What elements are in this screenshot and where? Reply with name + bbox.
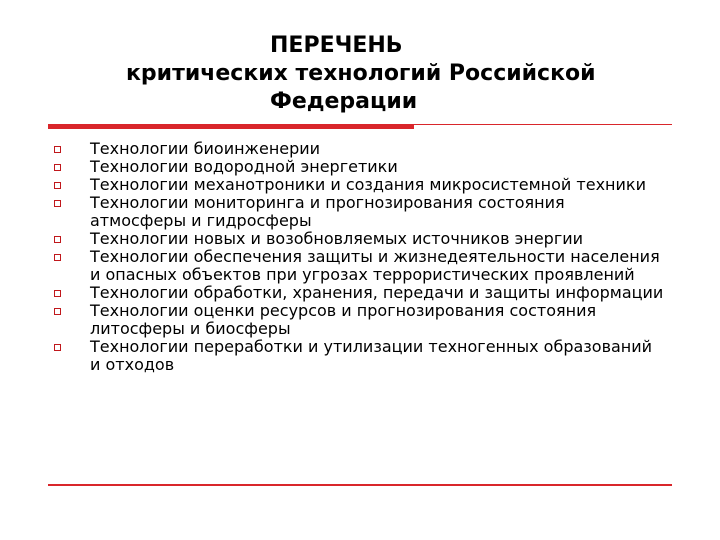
square-bullet-icon bbox=[54, 146, 61, 153]
title-line-1: ПЕРЕЧЕНЬ bbox=[270, 33, 403, 58]
square-bullet-icon bbox=[54, 308, 61, 315]
list-item-text: Технологии водородной энергетики bbox=[90, 157, 398, 176]
square-bullet-icon bbox=[54, 236, 61, 243]
list-item-text: Технологии обеспечения защиты и жизнедеятельности населения и опасных объектов при угрозах террористических проявлений bbox=[90, 247, 660, 284]
list-item-text: Технологии биоинженерии bbox=[90, 139, 321, 158]
list-item-text: Технологии новых и возобновляемых источников энергии bbox=[90, 229, 584, 248]
list-item bbox=[0, 302, 720, 338]
technology-list bbox=[0, 140, 720, 374]
square-bullet-icon bbox=[54, 254, 61, 261]
square-bullet-icon bbox=[54, 290, 61, 297]
list-item bbox=[0, 284, 720, 302]
list-item-text: Технологии обработки, хранения, передачи и защиты информации bbox=[90, 283, 664, 302]
square-bullet-icon bbox=[54, 164, 61, 171]
list-item bbox=[0, 176, 720, 194]
list-item-text: Технологии механотроники и создания микросистемной техники bbox=[90, 175, 646, 194]
list-item bbox=[0, 140, 720, 158]
square-bullet-icon bbox=[54, 344, 61, 351]
title-line-3: Федерации bbox=[270, 89, 418, 114]
bottom-divider-line bbox=[48, 484, 672, 486]
list-item bbox=[0, 158, 720, 176]
square-bullet-icon bbox=[54, 182, 61, 189]
list-item bbox=[0, 230, 720, 248]
title-line-2: критических технологий Российской bbox=[126, 61, 596, 86]
list-item-text: Технологии переработки и утилизации техногенных образований и отходов bbox=[90, 337, 653, 374]
list-item bbox=[0, 248, 720, 284]
list-item-text: Технологии оценки ресурсов и прогнозирования состояния литосферы и биосферы bbox=[90, 301, 597, 338]
list-item bbox=[0, 338, 720, 374]
square-bullet-icon bbox=[54, 200, 61, 207]
list-item bbox=[0, 194, 720, 230]
list-item-text: Технологии мониторинга и прогнозирования состояния атмосферы и гидросферы bbox=[90, 193, 565, 230]
top-accent-bar bbox=[48, 124, 414, 129]
